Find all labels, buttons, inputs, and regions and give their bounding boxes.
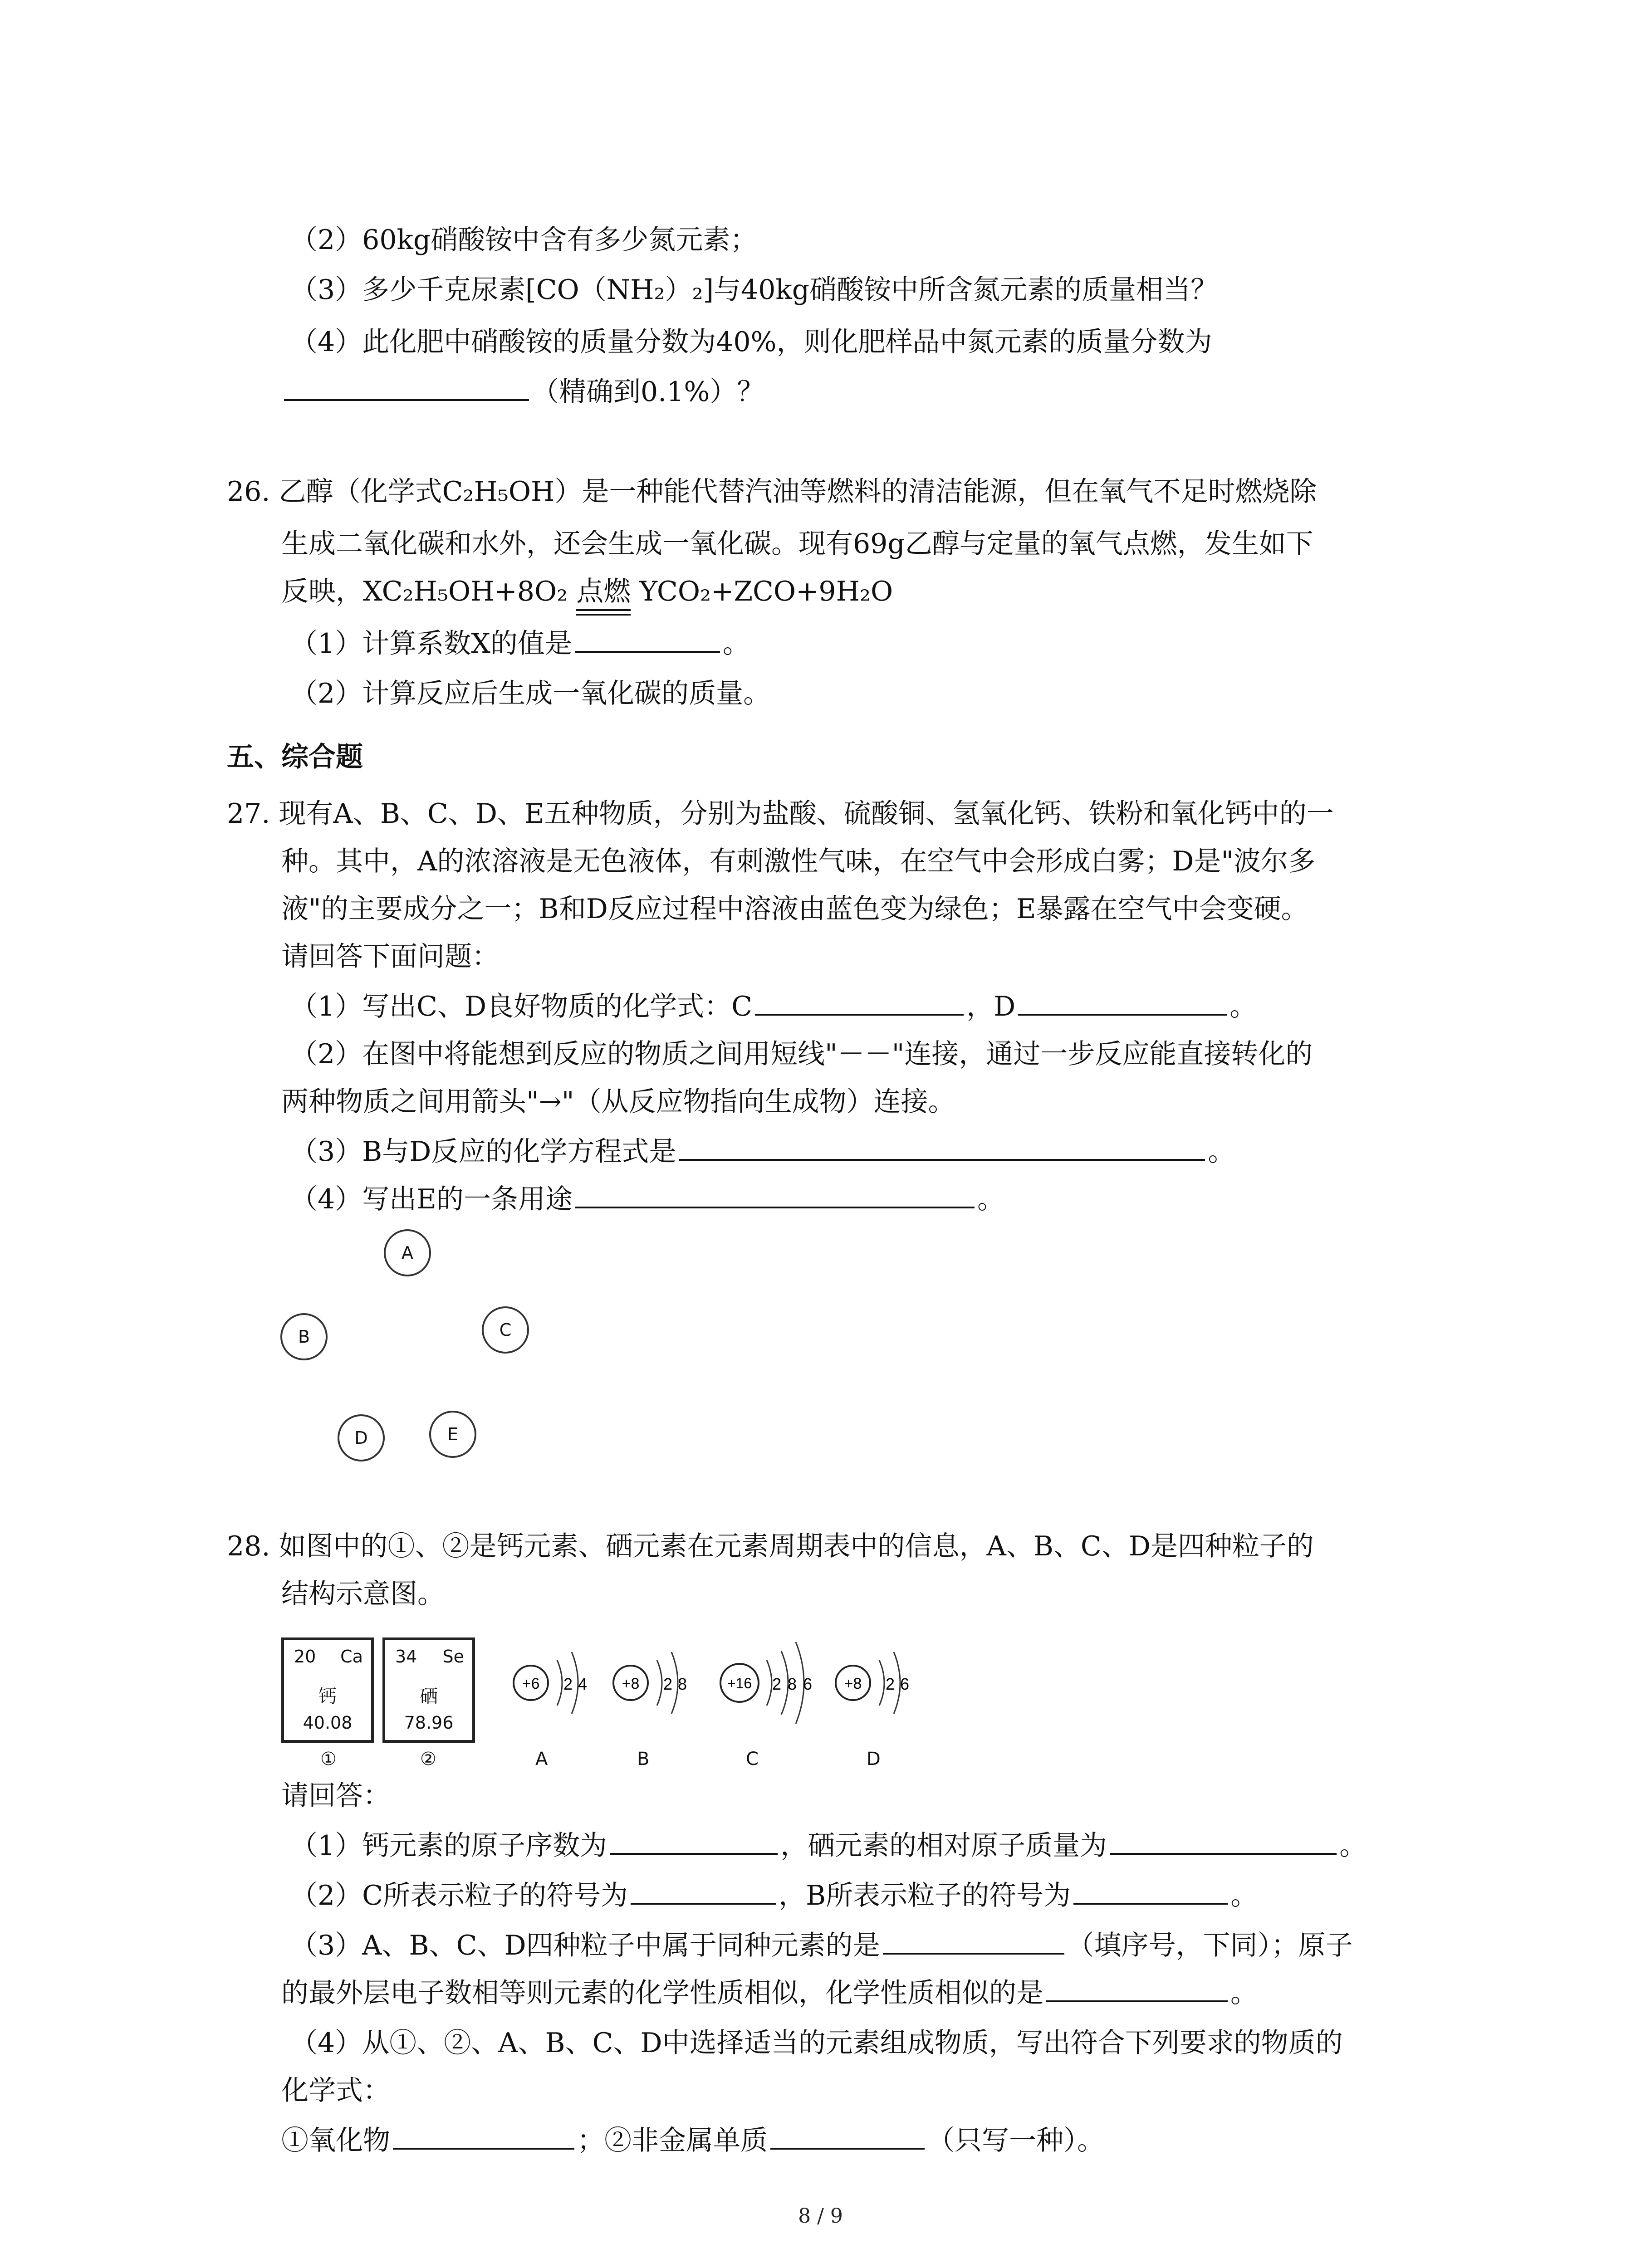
node-c[interactable]: C <box>482 1306 529 1354</box>
section-title: 五、综合题 <box>227 741 363 773</box>
q28-blank-b-symbol[interactable] <box>1073 1879 1228 1905</box>
caption-1: ① <box>320 1749 337 1769</box>
q25-part3: （3）多少千克尿素[CO（NH₂）₂]与40kg硝酸铵中所含氮元素的质量相当？ <box>290 274 1218 306</box>
svg-text:2: 2 <box>563 1675 573 1693</box>
q28-blank-se-mass[interactable] <box>1110 1829 1337 1855</box>
q27-blank-d[interactable] <box>1018 990 1227 1016</box>
svg-text:4: 4 <box>578 1675 588 1693</box>
svg-text:6: 6 <box>900 1675 910 1693</box>
q25-part4-line2 <box>281 374 764 410</box>
atomic-number: 34 <box>395 1647 417 1667</box>
element-name: 硒 <box>420 1686 438 1707</box>
q27-blank-equation[interactable] <box>679 1135 1205 1161</box>
q25-part4-tail: （精确到0.1%）？ <box>532 376 764 408</box>
svg-text:+6: +6 <box>522 1675 540 1692</box>
q25-part4: （4）此化肥中硝酸铵的质量分数为40%，则化肥样品中氮元素的质量分数为 <box>290 326 1212 358</box>
q27-part2-line1: （2）在图中将能想到反应的物质之间用短线"－－"连接，通过一步反应能直接转化的 <box>290 1038 1313 1070</box>
element-symbol: Se <box>442 1647 464 1667</box>
caption-a: A <box>535 1749 548 1769</box>
caption-d: D <box>867 1749 881 1769</box>
node-e[interactable]: E <box>429 1411 476 1458</box>
q25-part2: （2）60kg硝酸铵中含有多少氮元素； <box>290 224 758 256</box>
q27-line4: 请回答下面问题： <box>281 941 499 973</box>
q28-part1: （1）钙元素的原子序数为 ，硒元素的相对原子质量为 。 <box>290 1830 1367 1862</box>
atomic-structure-diagrams <box>495 1615 948 1751</box>
q28-blank-ca-number[interactable] <box>610 1829 778 1855</box>
svg-text:6: 6 <box>803 1675 813 1693</box>
periodic-cell-calcium <box>281 1637 374 1743</box>
q26-line2: 生成二氧化碳和水外，还会生成一氧化碳。现有69g乙醇与定量的氧气点燃，发生如下 <box>281 528 1313 560</box>
node-a[interactable]: A <box>384 1229 431 1276</box>
periodic-cell-selenium <box>382 1637 475 1743</box>
q26-part2: （2）计算反应后生成一氧化碳的质量。 <box>290 678 771 709</box>
q27-part3: （3）B与D反应的化学方程式是 。 <box>290 1136 1235 1168</box>
svg-text:2: 2 <box>772 1675 782 1693</box>
caption-b: B <box>637 1749 650 1769</box>
q26-line1: 26. 乙醇（化学式C₂H₅OH）是一种能代替汽油等燃料的清洁能源，但在氧气不足时燃烧除 <box>227 476 1317 508</box>
q27-part1: （1）写出C、D良好物质的化学式：C ，D 。 <box>290 991 1257 1022</box>
caption-2: ② <box>420 1749 436 1769</box>
q28-part3-line2: 的最外层电子数相等则元素的化学性质相似，化学性质相似的是 。 <box>281 1977 1258 2009</box>
q27-blank-use[interactable] <box>575 1183 975 1208</box>
q28-line1: 28. 如图中的①、②是钙元素、硒元素在元素周期表中的信息，A、B、C、D是四种粒子的 <box>227 1530 1314 1562</box>
node-d[interactable]: D <box>338 1414 385 1461</box>
atomic-mass: 40.08 <box>303 1713 353 1733</box>
element-name: 钙 <box>318 1686 337 1707</box>
q27-part2-line2: 两种物质之间用箭头"→"（从反应物指向生成物）连接。 <box>281 1086 955 1118</box>
q26-equation-reactants: 反映，XC₂H₅OH+8O₂ <box>281 576 568 607</box>
particle-d <box>836 1652 909 1714</box>
q28-part4-line2: 化学式： <box>281 2075 390 2107</box>
q26-blank-x[interactable] <box>575 627 720 653</box>
q28-blank-nonmetal[interactable] <box>770 2124 925 2150</box>
particle-b <box>613 1652 687 1714</box>
atomic-number: 20 <box>294 1647 316 1667</box>
q28-part3: （3）A、B、C、D四种粒子中属于同种元素的是 （填序号，下同）；原子 <box>290 1930 1353 1961</box>
q27-part4: （4）写出E的一条用途 。 <box>290 1183 1004 1215</box>
q28-part4-line1: （4）从①、②、A、B、C、D中选择适当的元素组成物质，写出符合下列要求的物质的 <box>290 2027 1343 2059</box>
q27-line2: 种。其中，A的浓溶液是无色液体，有刺激性气味，在空气中会形成白雾；D是"波尔多 <box>281 846 1316 877</box>
q28-part4-line3: ①氧化物 ；②非金属单质 （只写一种）。 <box>281 2125 1104 2156</box>
q26-equation-products: YCO₂+ZCO+9H₂O <box>639 576 893 607</box>
q28-blank-c-symbol[interactable] <box>631 1879 776 1905</box>
node-b[interactable]: B <box>280 1313 328 1360</box>
q26-part1: （1）计算系数X的值是 。 <box>290 628 750 660</box>
q28-blank-similar[interactable] <box>1046 1977 1228 2002</box>
element-symbol: Ca <box>340 1647 363 1667</box>
svg-text:+8: +8 <box>844 1675 862 1692</box>
svg-text:2: 2 <box>886 1675 895 1693</box>
q28-answer-intro: 请回答： <box>281 1780 390 1812</box>
q28-blank-oxide[interactable] <box>393 2124 574 2150</box>
reaction-condition: 点燃 <box>576 574 631 609</box>
svg-text:+16: +16 <box>727 1675 752 1691</box>
q27-line1: 27. 现有A、B、C、D、E五种物质，分别为盐酸、硫酸铜、氢氧化钙、铁粉和氧化钙中的一 <box>227 798 1334 830</box>
svg-text:8: 8 <box>678 1675 687 1693</box>
q28-blank-same-element[interactable] <box>883 1929 1064 1955</box>
q25-answer-blank[interactable] <box>284 376 529 401</box>
particle-a <box>514 1652 587 1714</box>
caption-c: C <box>746 1749 759 1769</box>
svg-text:+8: +8 <box>622 1675 640 1692</box>
svg-text:2: 2 <box>663 1675 673 1693</box>
svg-text:8: 8 <box>788 1675 797 1693</box>
atomic-mass: 78.96 <box>404 1713 454 1733</box>
page-number: 8 / 9 <box>798 2204 843 2228</box>
q26-equation-line <box>281 574 893 609</box>
q28-line2: 结构示意图。 <box>281 1578 445 1610</box>
q28-part2: （2）C所表示粒子的符号为 ，B所表示粒子的符号为 。 <box>290 1880 1258 1911</box>
q27-line3: 液"的主要成分之一；B和D反应过程中溶液由蓝色变为绿色；E暴露在空气中会变硬。 <box>281 893 1308 925</box>
particle-c <box>720 1642 812 1724</box>
q27-blank-c[interactable] <box>755 990 964 1016</box>
